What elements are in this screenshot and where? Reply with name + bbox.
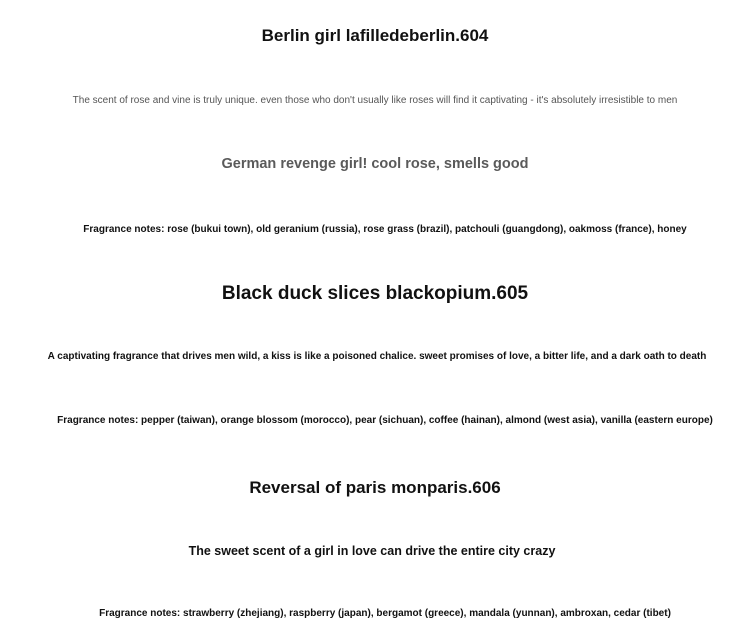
fragrance-notes-mon-paris: Fragrance notes: strawberry (zhejiang), raspberry (japan), bergamot (greece), mandala (yunnan), ambroxan, cedar (tibet)	[99, 608, 671, 619]
product-description-black-opium: A captivating fragrance that drives men wild, a kiss is like a poisoned chalice. sweet promises of love, a bitter life, and a dark oath to death	[47, 351, 707, 362]
product-title-berlin-girl: Berlin girl lafilledeberlin.604	[261, 26, 489, 45]
fragrance-notes-berlin-girl: Fragrance notes: rose (bukui town), old geranium (russia), rose grass (brazil), patchouli (guangdong), oakmoss (france), honey	[83, 224, 687, 235]
product-description-berlin-girl: The scent of rose and vine is truly unique. even those who don't usually like roses will find it captivating - it's absolutely irresistible to men	[72, 95, 678, 106]
product-title-black-opium: Black duck slices blackopium.605	[221, 283, 529, 304]
product-slogan-berlin-girl: German revenge girl! cool rose, smells good	[221, 156, 529, 172]
product-slogan-mon-paris: The sweet scent of a girl in love can drive the entire city crazy	[188, 544, 556, 558]
fragrance-notes-black-opium: Fragrance notes: pepper (taiwan), orange blossom (morocco), pear (sichuan), coffee (hainan), almond (west asia), vanilla (eastern europe)	[57, 415, 713, 426]
product-title-mon-paris: Reversal of paris monparis.606	[249, 478, 501, 497]
